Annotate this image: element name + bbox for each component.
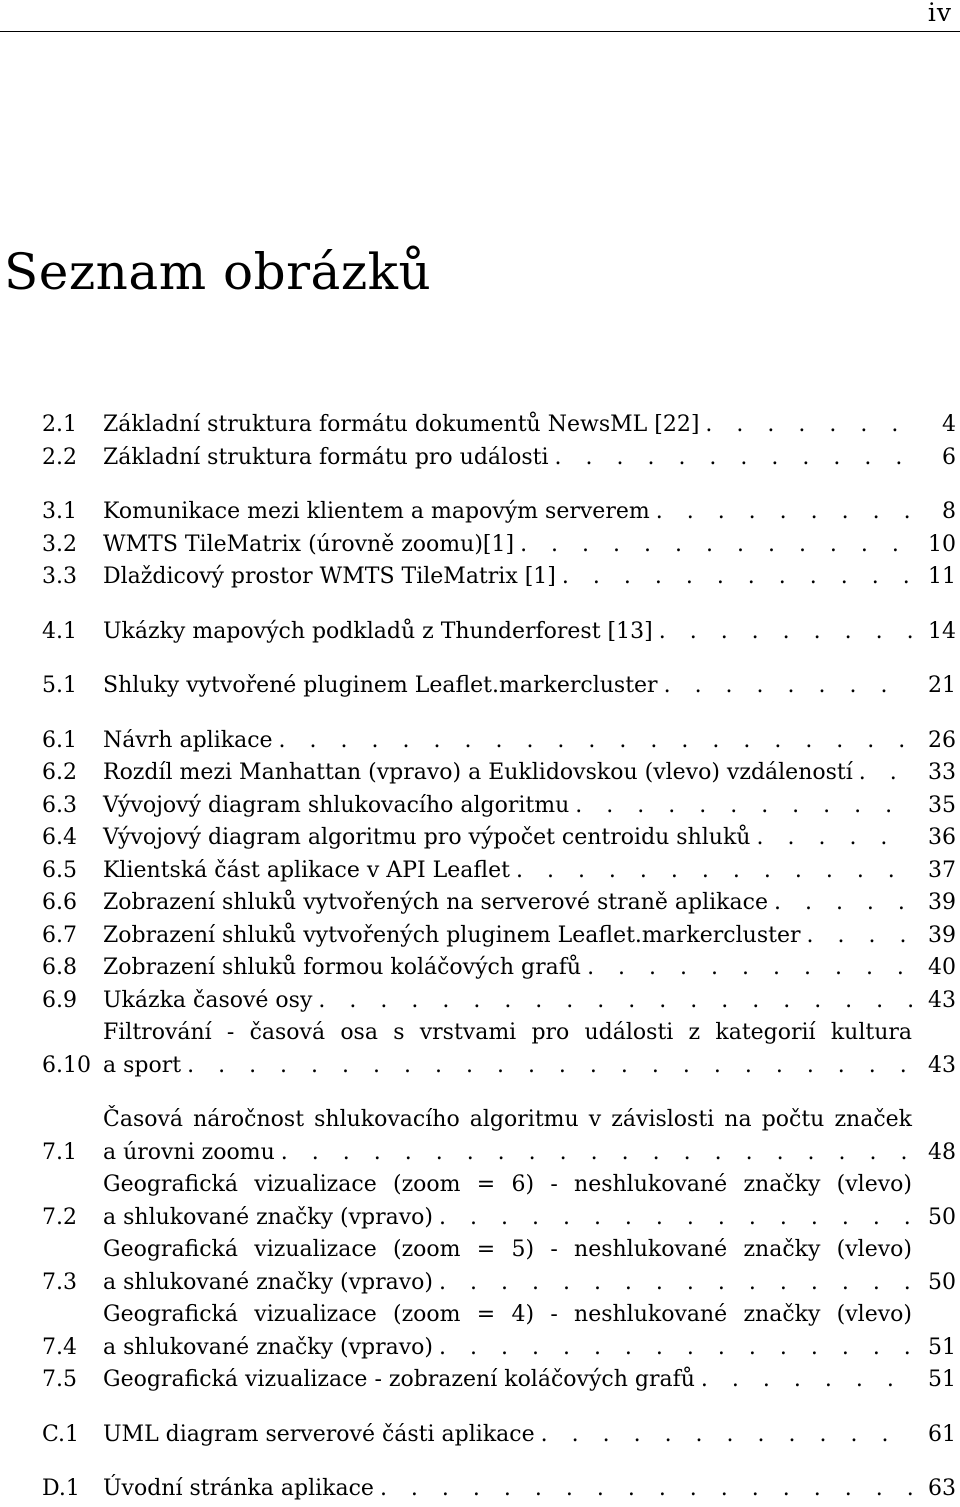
figure-title-text: Rozdíl mezi Manhattan (vpravo) a Euklidovskou (vlevo) vzdáleností — [103, 760, 853, 785]
figure-title-text: Zobrazení shluků formou koláčových grafů — [103, 955, 582, 980]
figure-page-number: 40 — [928, 955, 956, 980]
figure-group — [42, 409, 956, 474]
figure-title-last-line — [103, 1050, 912, 1083]
figure-page-number: 50 — [928, 1269, 956, 1295]
figure-title-text: Základní struktura formátu dokumentů NewsML [22] — [103, 412, 700, 437]
figure-page-number: 4 — [942, 412, 956, 437]
figure-title-text: UML diagram serverové části aplikace — [103, 1421, 535, 1447]
figure-title — [103, 1473, 912, 1506]
dot-leader — [664, 670, 912, 703]
figure-page-number: 39 — [928, 922, 956, 948]
figure-title-text: a shlukované značky (vpravo) — [103, 1204, 434, 1230]
figure-title — [103, 409, 912, 442]
figure-title — [103, 790, 912, 823]
figure-page-number: 14 — [928, 618, 956, 644]
figure-page-number: 51 — [928, 1367, 956, 1392]
figure-page-number: 26 — [928, 727, 956, 753]
figure-title-text: Dlaždicový prostor WMTS TileMatrix [1] — [103, 564, 556, 589]
figure-number: 5.1 — [42, 673, 77, 698]
dot-leader — [187, 1050, 912, 1083]
figure-number: 3.3 — [42, 564, 77, 589]
figure-page-number: 43 — [928, 987, 956, 1013]
list-item[interactable] — [42, 670, 956, 703]
list-item[interactable] — [42, 725, 956, 758]
figure-title — [103, 670, 912, 703]
figure-page-number: 37 — [928, 857, 956, 883]
list-item[interactable] — [42, 616, 956, 649]
figure-number: C.1 — [42, 1421, 80, 1447]
list-item[interactable] — [42, 1234, 956, 1299]
list-item[interactable] — [42, 529, 956, 562]
figure-page-number: 33 — [928, 760, 956, 785]
figure-page-number: 11 — [928, 564, 956, 589]
figure-number: 4.1 — [42, 618, 77, 644]
figure-title — [103, 616, 912, 649]
figure-title-last-line — [103, 790, 912, 823]
figure-title — [103, 985, 912, 1018]
figure-title — [103, 1104, 912, 1169]
figure-title-text: Vývojový diagram shlukovacího algoritmu — [103, 792, 570, 818]
dot-leader — [439, 1202, 912, 1235]
dot-leader — [806, 920, 912, 953]
figure-title — [103, 529, 912, 562]
figure-title — [103, 496, 912, 529]
figure-title-text: Vývojový diagram algoritmu pro výpočet centroidu shluků — [103, 825, 751, 850]
figure-title — [103, 561, 912, 594]
dot-leader — [656, 496, 912, 529]
list-item[interactable] — [42, 409, 956, 442]
figure-title — [103, 1364, 912, 1397]
figure-page-number: 51 — [928, 1334, 956, 1360]
figure-group — [42, 1473, 956, 1506]
figure-title-last-line — [103, 529, 912, 562]
figure-title-first-line: Časová náročnost shlukovacího algoritmu v závislosti na počtu značek — [103, 1107, 912, 1132]
figure-page-number: 39 — [928, 890, 956, 915]
figure-title-text: WMTS TileMatrix (úrovně zoomu)[1] — [103, 531, 515, 557]
dot-leader — [575, 790, 912, 823]
page-title: Seznam obrázků — [4, 243, 432, 301]
figure-page-number: 43 — [928, 1052, 956, 1078]
figure-page-number: 35 — [928, 792, 956, 818]
figure-number: 6.3 — [42, 792, 77, 818]
list-of-figures — [42, 409, 956, 1506]
figure-number: 6.5 — [42, 857, 77, 883]
figure-number: 3.1 — [42, 499, 77, 524]
figure-title-last-line — [103, 1202, 912, 1235]
figure-page-number: 50 — [928, 1204, 956, 1230]
figure-number: 6.8 — [42, 955, 77, 980]
figure-number: 2.2 — [42, 444, 77, 470]
figure-title-first-line: Filtrování - časová osa s vrstvami pro události z kategorií kultura — [103, 1020, 912, 1045]
figure-title-text: Zobrazení shluků vytvořených na serverové straně aplikace — [103, 890, 768, 915]
figure-title-text: Geografická vizualizace - zobrazení koláčových grafů — [103, 1367, 695, 1392]
figure-title-text: Úvodní stránka aplikace — [103, 1476, 374, 1501]
figure-title-last-line — [103, 442, 912, 475]
list-item[interactable] — [42, 1017, 956, 1082]
figure-title-first-line: Geografická vizualizace (zoom = 5) - neshlukované značky (vlevo) — [103, 1237, 912, 1262]
figure-title-last-line — [103, 616, 912, 649]
list-item[interactable] — [42, 952, 956, 985]
figure-title-last-line — [103, 670, 912, 703]
figure-number: 7.4 — [42, 1334, 77, 1360]
figure-number: 6.1 — [42, 727, 77, 753]
figure-number: D.1 — [42, 1476, 80, 1501]
figure-title — [103, 887, 912, 920]
figure-page-number: 48 — [928, 1139, 956, 1165]
figure-title-text: Zobrazení shluků vytvořených pluginem Leaflet.markercluster — [103, 922, 801, 948]
figure-title — [103, 757, 912, 790]
dot-leader — [859, 757, 912, 790]
figure-title — [103, 1017, 912, 1082]
list-item[interactable] — [42, 1104, 956, 1169]
figure-group — [42, 725, 956, 1083]
figure-title-last-line — [103, 855, 912, 888]
figure-title-text: Ukázky mapových podkladů z Thunderforest [13] — [103, 618, 653, 644]
figure-title-first-line: Geografická vizualizace (zoom = 6) - neshlukované značky (vlevo) — [103, 1172, 912, 1197]
dot-leader — [756, 822, 912, 855]
figure-page-number: 8 — [942, 499, 956, 524]
figure-title — [103, 952, 912, 985]
figure-page-number: 63 — [928, 1476, 956, 1501]
figure-number: 6.2 — [42, 760, 77, 785]
dot-leader — [281, 1137, 912, 1170]
figure-title-last-line — [103, 1267, 912, 1300]
figure-title-text: Návrh aplikace — [103, 727, 273, 753]
dot-leader — [516, 855, 912, 888]
figure-title-text: a shlukované značky (vpravo) — [103, 1334, 434, 1360]
list-item[interactable] — [42, 822, 956, 855]
list-item[interactable] — [42, 1169, 956, 1234]
figure-number: 2.1 — [42, 412, 77, 437]
list-item[interactable] — [42, 496, 956, 529]
dot-leader — [562, 561, 912, 594]
figure-title-last-line — [103, 1332, 912, 1365]
list-item[interactable] — [42, 757, 956, 790]
list-item[interactable] — [42, 790, 956, 823]
header-rule — [0, 31, 960, 32]
figure-page-number: 10 — [928, 531, 956, 557]
figure-title-text: Ukázka časové osy — [103, 987, 313, 1013]
list-item[interactable] — [42, 1473, 956, 1506]
figure-title-last-line — [103, 822, 912, 855]
figure-title-last-line — [103, 887, 912, 920]
figure-number: 6.4 — [42, 825, 77, 850]
figure-number: 7.1 — [42, 1139, 77, 1165]
figure-title-text: Shluky vytvořené pluginem Leaflet.markercluster — [103, 673, 658, 698]
list-item[interactable] — [42, 920, 956, 953]
figure-title — [103, 822, 912, 855]
figure-group — [42, 670, 956, 703]
dot-leader — [705, 409, 912, 442]
figure-title — [103, 725, 912, 758]
figure-title-text: a sport — [103, 1052, 182, 1078]
figure-group — [42, 616, 956, 649]
dot-leader — [520, 529, 912, 562]
figure-title-last-line — [103, 757, 912, 790]
figure-title-last-line — [103, 985, 912, 1018]
figure-title-text: Klientská část aplikace v API Leaflet — [103, 857, 510, 883]
figure-title — [103, 1419, 912, 1452]
dot-leader — [380, 1473, 912, 1506]
figure-page-number: 21 — [928, 673, 956, 698]
figure-title-text: a úrovni zoomu — [103, 1139, 275, 1165]
figure-title-last-line — [103, 725, 912, 758]
figure-title-text: Základní struktura formátu pro události — [103, 444, 549, 470]
figure-number: 7.3 — [42, 1269, 77, 1295]
list-item[interactable] — [42, 887, 956, 920]
dot-leader — [439, 1332, 912, 1365]
figure-title-text: Komunikace mezi klientem a mapovým serverem — [103, 499, 650, 524]
figure-group — [42, 1419, 956, 1452]
figure-title — [103, 1299, 912, 1364]
figure-number: 6.10 — [42, 1052, 91, 1078]
figure-title-last-line — [103, 1137, 912, 1170]
list-item[interactable] — [42, 442, 956, 475]
figure-title — [103, 1169, 912, 1234]
figure-title-last-line — [103, 1419, 912, 1452]
dot-leader — [587, 952, 912, 985]
figure-page-number: 61 — [928, 1421, 956, 1447]
figure-title-last-line — [103, 409, 912, 442]
list-item[interactable] — [42, 561, 956, 594]
dot-leader — [774, 887, 912, 920]
figure-number: 6.9 — [42, 987, 77, 1013]
page-number: iv — [927, 0, 952, 27]
figure-title-last-line — [103, 1364, 912, 1397]
figure-title — [103, 920, 912, 953]
figure-title-first-line: Geografická vizualizace (zoom = 4) - neshlukované značky (vlevo) — [103, 1302, 912, 1327]
figure-group — [42, 496, 956, 594]
dot-leader — [701, 1364, 912, 1397]
dot-leader — [439, 1267, 912, 1300]
list-item[interactable] — [42, 1419, 956, 1452]
figure-number: 6.6 — [42, 890, 77, 915]
dot-leader — [279, 725, 912, 758]
dot-leader — [555, 442, 913, 475]
list-item[interactable] — [42, 1299, 956, 1364]
figure-title-last-line — [103, 920, 912, 953]
list-item[interactable] — [42, 1364, 956, 1397]
figure-title-text: a shlukované značky (vpravo) — [103, 1269, 434, 1295]
figure-group — [42, 1104, 956, 1397]
dot-leader — [541, 1419, 912, 1452]
list-item[interactable] — [42, 985, 956, 1018]
figure-title — [103, 442, 912, 475]
figure-number: 3.2 — [42, 531, 77, 557]
figure-title — [103, 855, 912, 888]
figure-number: 7.5 — [42, 1367, 77, 1392]
dot-leader — [659, 616, 912, 649]
figure-title-last-line — [103, 1473, 912, 1506]
list-item[interactable] — [42, 855, 956, 888]
figure-number: 6.7 — [42, 922, 77, 948]
figure-title-last-line — [103, 561, 912, 594]
figure-page-number: 36 — [928, 825, 956, 850]
figure-number: 7.2 — [42, 1204, 77, 1230]
figure-title-last-line — [103, 952, 912, 985]
figure-title-last-line — [103, 496, 912, 529]
figure-title — [103, 1234, 912, 1299]
dot-leader — [318, 985, 912, 1018]
figure-page-number: 6 — [942, 444, 956, 470]
